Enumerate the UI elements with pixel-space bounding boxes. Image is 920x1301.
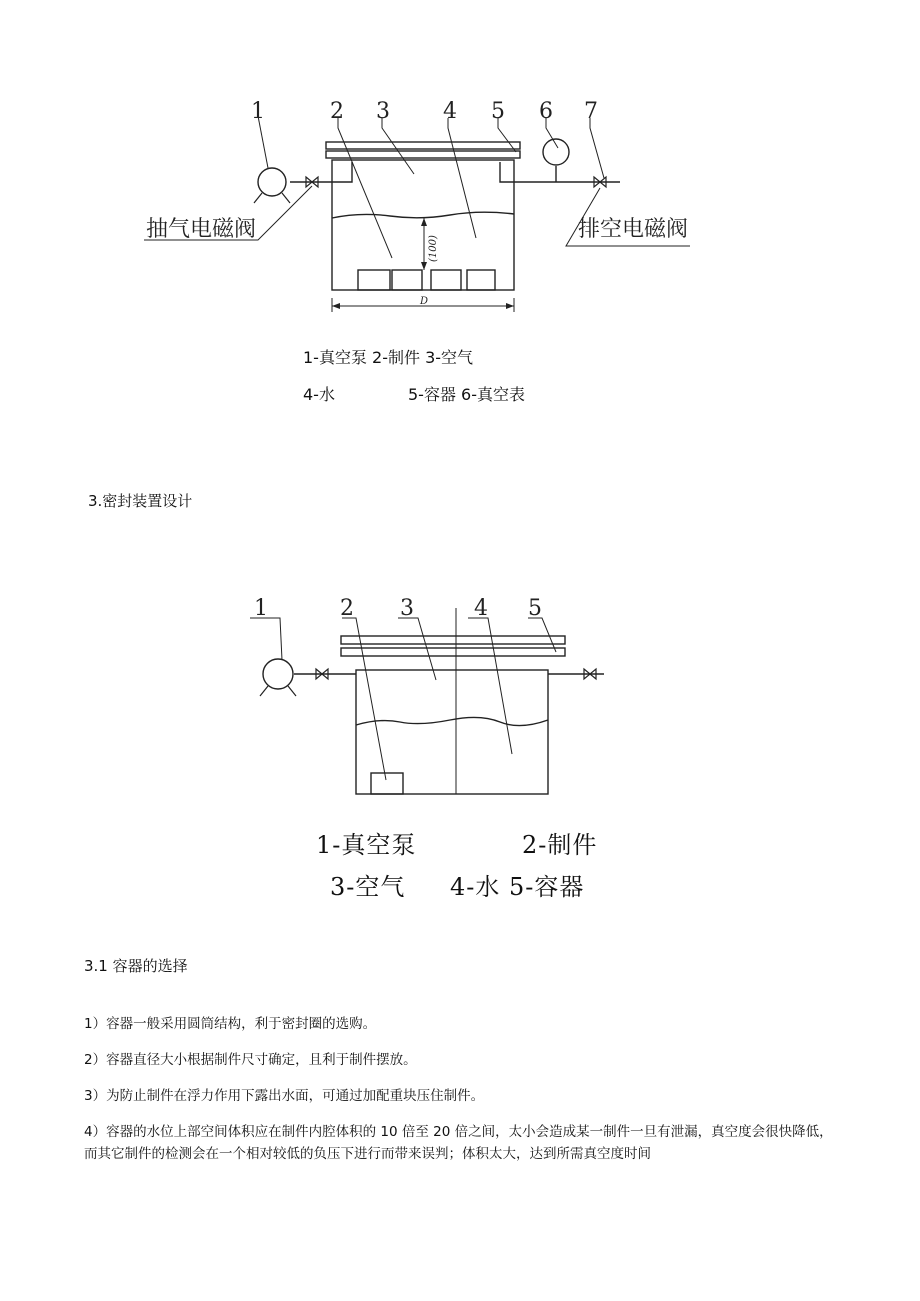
suction-valve-label: 抽气电磁阀 bbox=[146, 217, 257, 242]
part bbox=[392, 270, 422, 290]
callout-number: 4 bbox=[474, 596, 488, 621]
vacuum-pump bbox=[263, 659, 293, 689]
water-surface bbox=[332, 212, 514, 218]
part bbox=[431, 270, 461, 290]
callout-number: 2 bbox=[340, 596, 354, 621]
paragraph-item-1: 1）容器一般采用圆筒结构，利于密封圈的选购。 bbox=[84, 1016, 377, 1032]
lid-plate-bottom bbox=[341, 648, 565, 656]
callout-number: 2 bbox=[330, 99, 344, 124]
figure-2-caption-line-2a: 3-空气 bbox=[330, 873, 406, 901]
vacuum-pump bbox=[258, 168, 286, 196]
figure-1-caption-line-2b: 5-容器 6-真空表 bbox=[408, 385, 525, 404]
callout-number: 4 bbox=[443, 99, 457, 124]
section-3-heading: 3.密封装置设计 bbox=[88, 492, 193, 510]
callout-number: 1 bbox=[251, 99, 265, 124]
part bbox=[467, 270, 495, 290]
part bbox=[358, 270, 390, 290]
figure-2-caption-line-2b: 4-水 5-容器 bbox=[450, 873, 585, 901]
lid-plate-top bbox=[326, 142, 520, 149]
callout-number: 5 bbox=[491, 99, 505, 124]
section-3-1-heading: 3.1 容器的选择 bbox=[84, 957, 188, 975]
callout-number: 6 bbox=[539, 99, 553, 124]
paragraph-item-4: 4）容器的水位上部空间体积应在制件内腔体积的 10 倍至 20 倍之间，太小会造成某一制件一旦有泄漏，真空度会很快降低，而其它制件的检测会在一个相对较低的负压下进行而带来误判；体积太大，达到所需真空度时间 bbox=[84, 1124, 833, 1162]
part bbox=[371, 773, 403, 794]
figure-1-caption-line-2a: 4-水 bbox=[303, 385, 335, 404]
paragraph-item-3: 3）为防止制件在浮力作用下露出水面，可通过加配重块压住制件。 bbox=[84, 1088, 485, 1104]
figure-2-caption-line-1b: 2-制件 bbox=[522, 831, 598, 859]
figure-1-caption-line-1: 1-真空泵 2-制件 3-空气 bbox=[303, 348, 474, 367]
figure-1-vacuum-device-diagram bbox=[0, 0, 920, 330]
figure-2-caption-line-1a: 1-真空泵 bbox=[316, 831, 417, 859]
callout-number: 3 bbox=[400, 596, 414, 621]
suction-pipe bbox=[290, 162, 352, 182]
dimension-height-label: (100) bbox=[428, 235, 439, 262]
figure-2-sealing-device-diagram bbox=[0, 580, 920, 810]
vacuum-gauge bbox=[543, 139, 569, 165]
callout-number: 3 bbox=[376, 99, 390, 124]
water-surface bbox=[356, 717, 548, 725]
paragraph-item-2: 2）容器直径大小根据制件尺寸确定，且利于制件摆放。 bbox=[84, 1052, 417, 1068]
callout-number: 1 bbox=[254, 596, 268, 621]
lid-plate-top bbox=[341, 636, 565, 644]
lid-plate-bottom bbox=[326, 151, 520, 158]
dimension-width-label: D bbox=[420, 296, 429, 307]
vent-valve-label: 排空电磁阀 bbox=[578, 217, 689, 242]
callout-number: 5 bbox=[528, 596, 542, 621]
callout-number: 7 bbox=[584, 99, 598, 124]
